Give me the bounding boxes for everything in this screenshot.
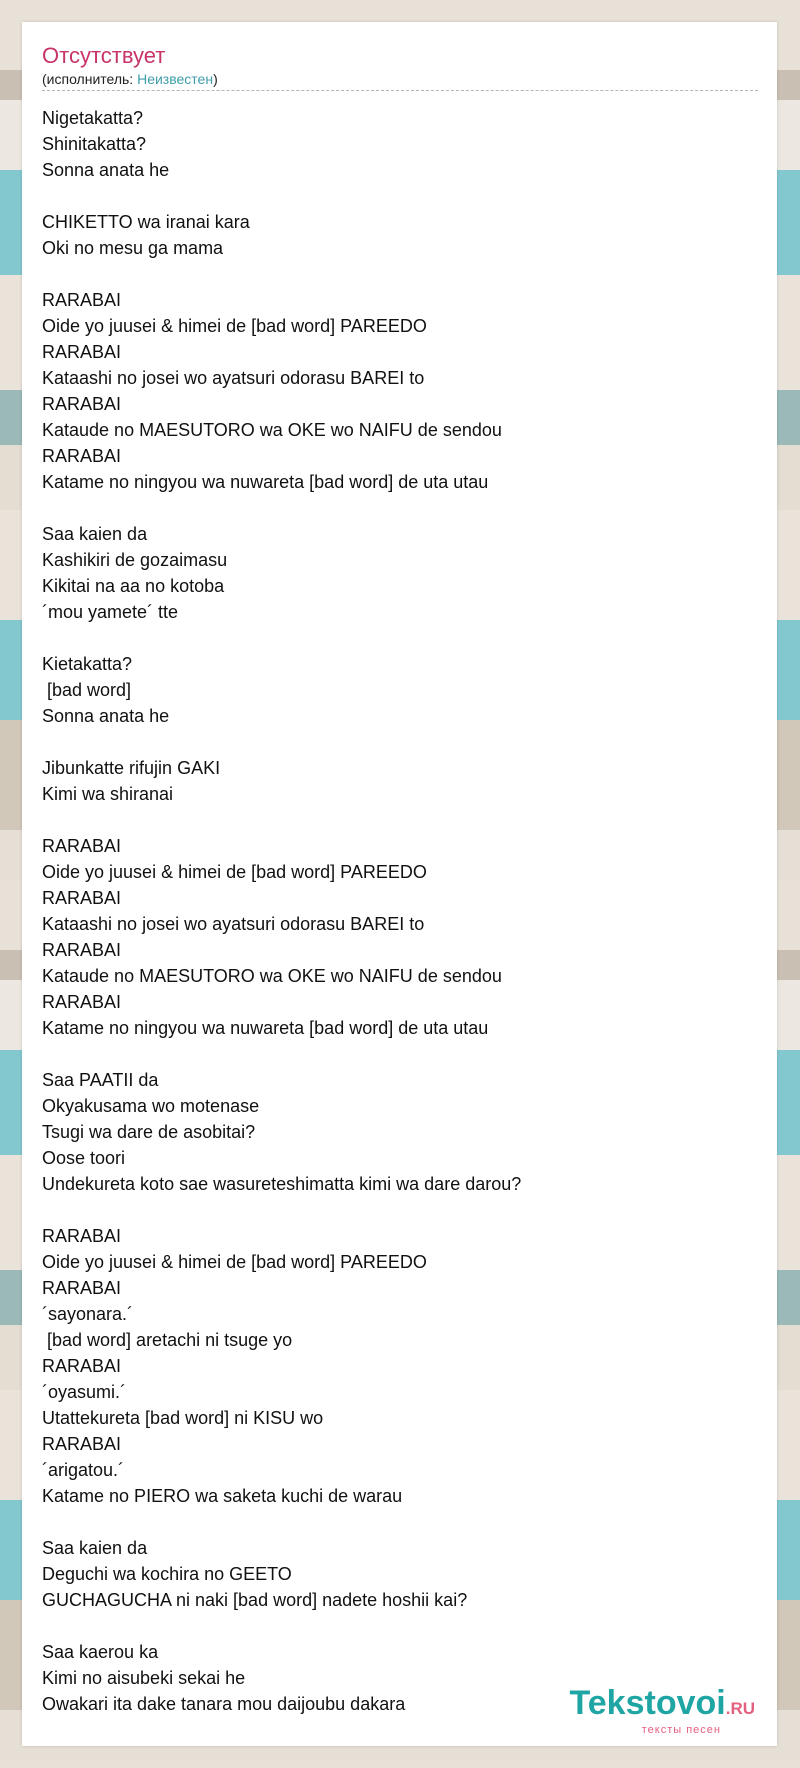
artist-suffix: ) [213, 71, 218, 87]
lyric-line: RARABAI [42, 940, 122, 960]
lyric-line: ´arigatou.´ [42, 1460, 125, 1480]
lyric-line: Kataashi no josei wo ayatsuri odorasu BAREI to [42, 914, 425, 934]
lyric-line: Sonna anata he [42, 706, 170, 726]
lyric-line: ´sayonara.´ [42, 1304, 134, 1324]
lyric-line: Utattekureta [bad word] ni KISU wo [42, 1408, 324, 1428]
lyric-line: Jibunkatte rifujin GAKI [42, 758, 221, 778]
lyric-line: Oki no mesu ga mama [42, 238, 224, 258]
lyric-line: Oide yo juusei & himei de [bad word] PAREEDO [42, 862, 427, 882]
lyric-line: ´mou yamete´ tte [42, 602, 179, 622]
lyric-blank-line [42, 261, 758, 287]
lyric-line: Kataude no MAESUTORO wa OKE wo NAIFU de sendou [42, 966, 502, 986]
lyric-blank-line [42, 1041, 758, 1067]
lyric-line: Oose toori [42, 1148, 126, 1168]
lyric-line: [bad word] [42, 680, 132, 700]
lyric-line: RARABAI [42, 1226, 122, 1246]
logo-main-text: Tekstovoi [569, 1684, 726, 1722]
lyric-line: RARABAI [42, 1434, 122, 1454]
logo-ru-text: .RU [725, 1699, 755, 1718]
song-header [42, 42, 758, 91]
lyric-line: GUCHAGUCHA ni naki [bad word] nadete hoshii kai? [42, 1590, 468, 1610]
lyric-line: Saa PAATII da [42, 1070, 159, 1090]
artist-link[interactable]: Неизвестен [137, 71, 214, 87]
logo-tagline: тексты песен [641, 1724, 721, 1736]
lyric-line: Okyakusama wo motenase [42, 1096, 260, 1116]
lyric-line: Nigetakatta? [42, 108, 144, 128]
lyric-line: Saa kaien da [42, 524, 148, 544]
lyric-line: RARABAI [42, 1278, 122, 1298]
lyric-blank-line [42, 807, 758, 833]
lyric-line: Saa kaerou ka [42, 1642, 159, 1662]
lyric-line: Katame no PIERO wa saketa kuchi de warau [42, 1486, 403, 1506]
lyric-blank-line [42, 625, 758, 651]
lyric-line: Sonna anata he [42, 160, 170, 180]
lyrics-card [22, 22, 777, 1746]
lyric-line: Kimi no aisubeki sekai he [42, 1668, 246, 1688]
artist-line [42, 70, 758, 91]
lyric-line: CHIKETTO wa iranai kara [42, 212, 250, 232]
lyric-line: Deguchi wa kochira no GEETO [42, 1564, 292, 1584]
lyric-line: Shinitakatta? [42, 134, 147, 154]
lyric-blank-line [42, 1197, 758, 1223]
lyric-blank-line [42, 1613, 758, 1639]
lyric-line: Katame no ningyou wa nuwareta [bad word] de uta utau [42, 1018, 489, 1038]
lyric-line: RARABAI [42, 394, 122, 414]
lyric-blank-line [42, 729, 758, 755]
lyric-line: RARABAI [42, 992, 122, 1012]
lyric-line: RARABAI [42, 836, 122, 856]
lyric-line: Tsugi wa dare de asobitai? [42, 1122, 256, 1142]
lyric-line: Oide yo juusei & himei de [bad word] PAREEDO [42, 316, 427, 336]
logo-wordmark [570, 1686, 755, 1726]
lyric-line: [bad word] aretachi ni tsuge yo [42, 1330, 293, 1350]
lyric-line: RARABAI [42, 888, 122, 908]
site-logo[interactable] [570, 1686, 755, 1736]
lyric-line: RARABAI [42, 1356, 122, 1376]
lyric-line: Saa kaien da [42, 1538, 148, 1558]
lyric-line: Kataude no MAESUTORO wa OKE wo NAIFU de sendou [42, 420, 502, 440]
lyric-line: RARABAI [42, 446, 122, 466]
lyric-line: Kataashi no josei wo ayatsuri odorasu BAREI to [42, 368, 425, 388]
lyric-line: RARABAI [42, 342, 122, 362]
lyric-line: Katame no ningyou wa nuwareta [bad word] de uta utau [42, 472, 489, 492]
lyric-blank-line [42, 1509, 758, 1535]
lyric-line: Kimi wa shiranai [42, 784, 174, 804]
lyric-line: Owakari ita dake tanara mou daijoubu dakara [42, 1694, 406, 1714]
artist-prefix: (исполнитель: [42, 71, 138, 87]
lyric-blank-line [42, 495, 758, 521]
lyrics-body [42, 105, 758, 1717]
lyric-line: ´oyasumi.´ [42, 1382, 127, 1402]
song-title: Отсутствует [42, 43, 166, 68]
lyric-blank-line [42, 183, 758, 209]
lyric-line: Kikitai na aa no kotoba [42, 576, 225, 596]
lyric-line: Oide yo juusei & himei de [bad word] PAREEDO [42, 1252, 427, 1272]
lyric-line: Kietakatta? [42, 654, 133, 674]
lyric-line: Undekureta koto sae wasureteshimatta kimi wa dare darou? [42, 1174, 522, 1194]
lyric-line: Kashikiri de gozaimasu [42, 550, 228, 570]
lyric-line: RARABAI [42, 290, 122, 310]
